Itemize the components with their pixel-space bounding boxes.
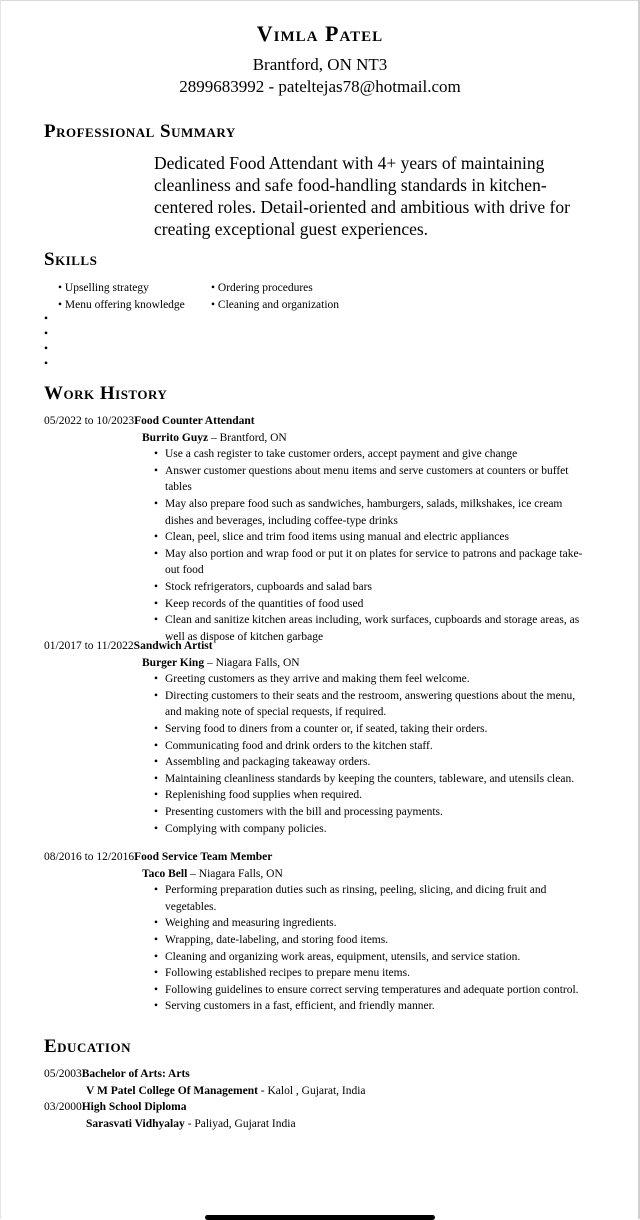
employer-name: Taco Bell [142, 867, 188, 880]
education-school-line [86, 1083, 584, 1100]
duty-item: • Assembling and packaging takeaway orders. [154, 754, 584, 771]
skills-heading: Skills [44, 249, 98, 270]
skill-item: • Menu offering knowledge [58, 297, 185, 314]
work-history-heading: Work History [44, 383, 168, 404]
employer-location: – Brantford, ON [208, 431, 287, 444]
education-header [44, 1099, 584, 1116]
job-entry [44, 413, 584, 645]
job-title: Food Service Team Member [134, 851, 273, 863]
job-duties [154, 446, 584, 645]
duty-item: • Use a cash register to take customer orders, accept payment and give change [154, 446, 584, 463]
skills-column-2 [211, 280, 339, 314]
education-degree: High School Diploma [81, 1101, 187, 1113]
school-location: - Paliyad, Gujarat India [184, 1117, 296, 1130]
duty-item: • Following established recipes to prepare menu items. [154, 965, 584, 982]
duty-item: • Cleaning and organizing work areas, equipment, utensils, and service station. [154, 949, 584, 966]
job-dates: 05/2022 to 10/2023 [44, 415, 135, 427]
job-duties [154, 671, 584, 837]
duty-item: • Performing preparation duties such as rinsing, peeling, slicing, and dicing fruit and vegetables. [154, 882, 584, 915]
job-header [44, 849, 584, 866]
empty-bullet-list [44, 312, 48, 372]
education-heading: Education [44, 1036, 131, 1057]
duty-item: • Following guidelines to ensure correct serving temperatures and adequate portion control. [154, 982, 584, 999]
candidate-name: Vimla Patel [256, 21, 384, 46]
employer-location: – Niagara Falls, ON [204, 656, 300, 669]
duty-item: • Replenishing food supplies when required. [154, 787, 584, 804]
duty-item: • Communicating food and drink orders to the kitchen staff. [154, 738, 584, 755]
professional-summary-heading: Professional Summary [44, 121, 236, 142]
job-entry [44, 849, 584, 1015]
duty-item: • Presenting customers with the bill and processing payments. [154, 804, 584, 821]
job-employer [142, 430, 584, 447]
empty-bullet: • [44, 343, 49, 355]
education-school-line [86, 1116, 584, 1133]
job-entry [44, 638, 584, 837]
empty-bullet: • [44, 328, 49, 340]
duty-item: • Serving customers in a fast, efficient, and friendly manner. [154, 998, 584, 1015]
empty-bullet: • [44, 313, 49, 325]
professional-summary-text: Dedicated Food Attendant with 4+ years of maintaining cleanliness and safe food-handling standards in kitchen-centered roles. Detail-oriented and ambitious with drive for creating exceptional guest experiences. [154, 153, 570, 239]
duty-item: • Wrapping, date-labeling, and storing food items. [154, 932, 584, 949]
education-header [44, 1066, 584, 1083]
school-location: - Kalol , Gujarat, India [257, 1084, 366, 1097]
skills-column-1 [58, 280, 185, 314]
job-dates: 01/2017 to 11/2022 [44, 640, 134, 652]
duty-item: • Complying with company policies. [154, 821, 584, 838]
duty-item: • May also prepare food such as sandwiches, hamburgers, salads, milkshakes, ice cream dishes and beverages, including coffee-type drinks [154, 496, 584, 529]
job-employer [142, 866, 584, 883]
page-top-edge [0, 0, 640, 1]
job-title: Food Counter Attendant [134, 415, 255, 427]
education-date: 03/2000 [44, 1101, 82, 1113]
job-header [44, 638, 584, 655]
duty-item: • Clean, peel, slice and trim food items using manual and electric appliances [154, 529, 584, 546]
skill-item: • Ordering procedures [211, 280, 339, 297]
duty-item: • Keep records of the quantities of food used [154, 596, 584, 613]
school-name: V M Patel College Of Management [86, 1084, 258, 1097]
duty-item: • Weighing and measuring ingredients. [154, 915, 584, 932]
employer-location: – Niagara Falls, ON [187, 867, 283, 880]
skill-item: • Upselling strategy [58, 280, 185, 297]
duty-item: • Directing customers to their seats and the restroom, answering questions about the menu, and making note of special requests, if required. [154, 688, 584, 721]
job-dates: 08/2016 to 12/2016 [44, 851, 135, 863]
home-indicator-bar[interactable] [205, 1215, 435, 1220]
education-entry [44, 1066, 584, 1099]
duty-item: • Serving food to diners from a counter or, if seated, taking their orders. [154, 721, 584, 738]
skill-item: • Cleaning and organization [211, 297, 339, 314]
duty-item: • Answer customer questions about menu items and serve customers at counters or buffet tables [154, 463, 584, 496]
empty-bullet: • [44, 358, 49, 370]
school-name: Sarasvati Vidhyalay [86, 1117, 185, 1130]
resume-header [0, 20, 640, 98]
duty-item: • May also portion and wrap food or put it on plates for service to patrons and package take-out food [154, 546, 584, 579]
page-left-edge [0, 0, 1, 1219]
education-degree: Bachelor of Arts: Arts [81, 1068, 190, 1080]
duty-item: • Clean and sanitize kitchen areas including, work surfaces, cupboards and storage areas, as well as dispose of kitchen garbage [154, 612, 584, 645]
job-employer [142, 655, 584, 672]
employer-name: Burrito Guyz [142, 431, 209, 444]
duty-item: • Greeting customers as they arrive and making them feel welcome. [154, 671, 584, 688]
employer-name: Burger King [142, 656, 205, 669]
duty-item: • Stock refrigerators, cupboards and salad bars [154, 579, 584, 596]
address-line: Brantford, ON NT3 [252, 55, 388, 74]
job-header [44, 413, 584, 430]
duty-item: • Maintaining cleanliness standards by keeping the counters, tableware, and utensils clean. [154, 771, 584, 788]
job-duties [154, 882, 584, 1015]
education-date: 05/2003 [44, 1068, 82, 1080]
job-title: Sandwich Artist [133, 640, 213, 652]
phone-email-line: 2899683992 - pateltejas78@hotmail.com [179, 77, 461, 96]
education-entry [44, 1099, 584, 1132]
